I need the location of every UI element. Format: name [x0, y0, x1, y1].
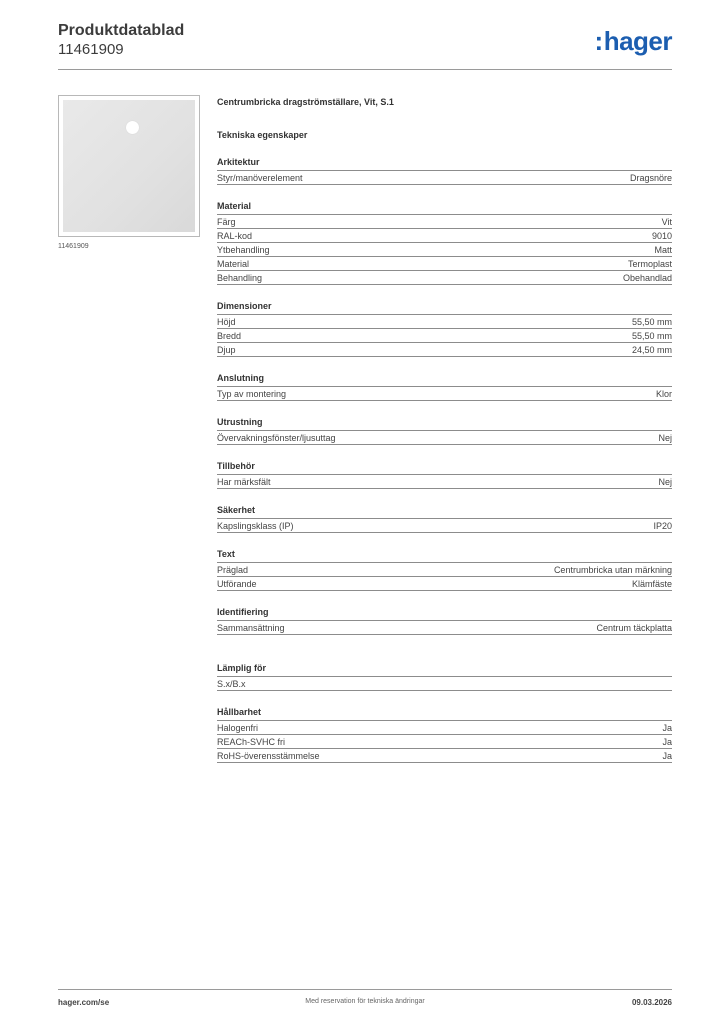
spec-value: Centrum täckplatta: [596, 623, 672, 633]
spec-label: Övervakningsfönster/ljusuttag: [217, 433, 336, 443]
spec-label: Har märksfält: [217, 477, 271, 487]
header-divider: [58, 69, 672, 70]
document-title: Produktdatablad: [58, 22, 185, 39]
spec-group: [217, 416, 672, 445]
spec-label: REACh-SVHC fri: [217, 737, 286, 747]
spec-content: [217, 96, 672, 763]
spec-label: Bredd: [217, 331, 242, 341]
spec-row: [217, 257, 672, 271]
spec-group: [217, 706, 672, 763]
spec-group-title: Dimensioner: [217, 300, 672, 315]
cover-plate-image: [63, 100, 195, 232]
product-image: [58, 95, 200, 237]
spec-value: Vit: [661, 217, 672, 227]
spec-group: [217, 300, 672, 357]
spec-label: RoHS-överensstämmelse: [217, 751, 320, 761]
spec-value: Klor: [655, 389, 672, 399]
spec-value: Ja: [662, 751, 672, 761]
spec-groups: [217, 156, 672, 763]
footer-website[interactable]: hager.com/se: [58, 998, 110, 1007]
spec-label: Kapslingsklass (IP): [217, 521, 294, 531]
spec-row: [217, 475, 672, 489]
spec-row: [217, 563, 672, 577]
spec-group-title: Tillbehör: [217, 460, 672, 475]
hager-logo: [595, 26, 672, 56]
spec-label: Sammansättning: [217, 623, 285, 633]
spec-label: Höjd: [217, 317, 236, 327]
spec-value: Ja: [662, 723, 672, 733]
footer-divider: [58, 989, 672, 990]
spec-value: Dragsnöre: [629, 173, 672, 183]
spec-label: Material: [217, 259, 250, 269]
spec-label: RAL-kod: [217, 231, 253, 241]
spec-value: 55,50 mm: [631, 317, 672, 327]
spec-group: [217, 548, 672, 591]
spec-row: [217, 735, 672, 749]
logo-mark-icon: :: [594, 26, 603, 56]
spec-row: [217, 171, 672, 185]
spec-value: Nej: [658, 477, 672, 487]
spec-label: Djup: [217, 345, 236, 355]
footer-date: 09.03.2026: [631, 998, 672, 1007]
spec-row: [217, 215, 672, 229]
spec-group-title: Arkitektur: [217, 156, 672, 171]
spec-group: [217, 504, 672, 533]
spec-value: 9010: [651, 231, 672, 241]
logo-text: hager: [603, 26, 672, 56]
spec-group-title: Material: [217, 200, 672, 215]
spec-group: [217, 156, 672, 185]
spec-group: [217, 662, 672, 691]
spec-value: 55,50 mm: [631, 331, 672, 341]
spec-row: [217, 329, 672, 343]
spec-row: [217, 315, 672, 329]
spec-label: Halogenfri: [217, 723, 259, 733]
spec-group: [217, 606, 672, 635]
spec-row: [217, 271, 672, 285]
spec-row: [217, 431, 672, 445]
spec-group: [217, 372, 672, 401]
spec-label: Färg: [217, 217, 236, 227]
spec-row: [217, 749, 672, 763]
spec-label: Präglad: [217, 565, 249, 575]
spec-group-title: Anslutning: [217, 372, 672, 387]
product-number: 11461909: [58, 41, 124, 58]
document-header: [58, 22, 184, 59]
spec-label: S.x/B.x: [217, 679, 246, 689]
spec-label: Behandling: [217, 273, 263, 283]
spec-value: Ja: [662, 737, 672, 747]
spec-value: Matt: [654, 245, 672, 255]
spec-label: Styr/manöverelement: [217, 173, 303, 183]
spec-value: 24,50 mm: [631, 345, 672, 355]
product-name: Centrumbricka dragströmställare, Vit, S.1: [217, 97, 394, 107]
spec-value: Klämfäste: [631, 579, 672, 589]
spec-row: [217, 721, 672, 735]
spec-row: [217, 229, 672, 243]
spec-value: IP20: [653, 521, 672, 531]
spec-label: Utförande: [217, 579, 257, 589]
spec-row: [217, 343, 672, 357]
spec-group-title: Lämplig för: [217, 662, 672, 677]
spec-value: Nej: [658, 433, 672, 443]
spec-group-title: Utrustning: [217, 416, 672, 431]
spec-row: [217, 243, 672, 257]
spec-group-title: Säkerhet: [217, 504, 672, 519]
cord-hole: [126, 121, 139, 134]
footer-disclaimer: Med reservation för tekniska ändringar: [305, 998, 425, 1005]
spec-group: [217, 460, 672, 489]
spec-group-title: Hållbarhet: [217, 706, 672, 721]
image-caption: 11461909: [58, 243, 89, 250]
spec-group: [217, 200, 672, 285]
spec-value: Centrumbricka utan märkning: [553, 565, 672, 575]
spec-label: Typ av montering: [217, 389, 287, 399]
section-heading: Tekniska egenskaper: [217, 130, 308, 140]
spec-row: [217, 387, 672, 401]
spec-group-title: Text: [217, 548, 672, 563]
spec-value: Termoplast: [627, 259, 672, 269]
spec-row: [217, 577, 672, 591]
spec-row: [217, 519, 672, 533]
spec-row: [217, 677, 672, 691]
spec-value: Obehandlad: [622, 273, 672, 283]
spec-group-title: Identifiering: [217, 606, 672, 621]
spec-label: Ytbehandling: [217, 245, 270, 255]
spec-row: [217, 621, 672, 635]
